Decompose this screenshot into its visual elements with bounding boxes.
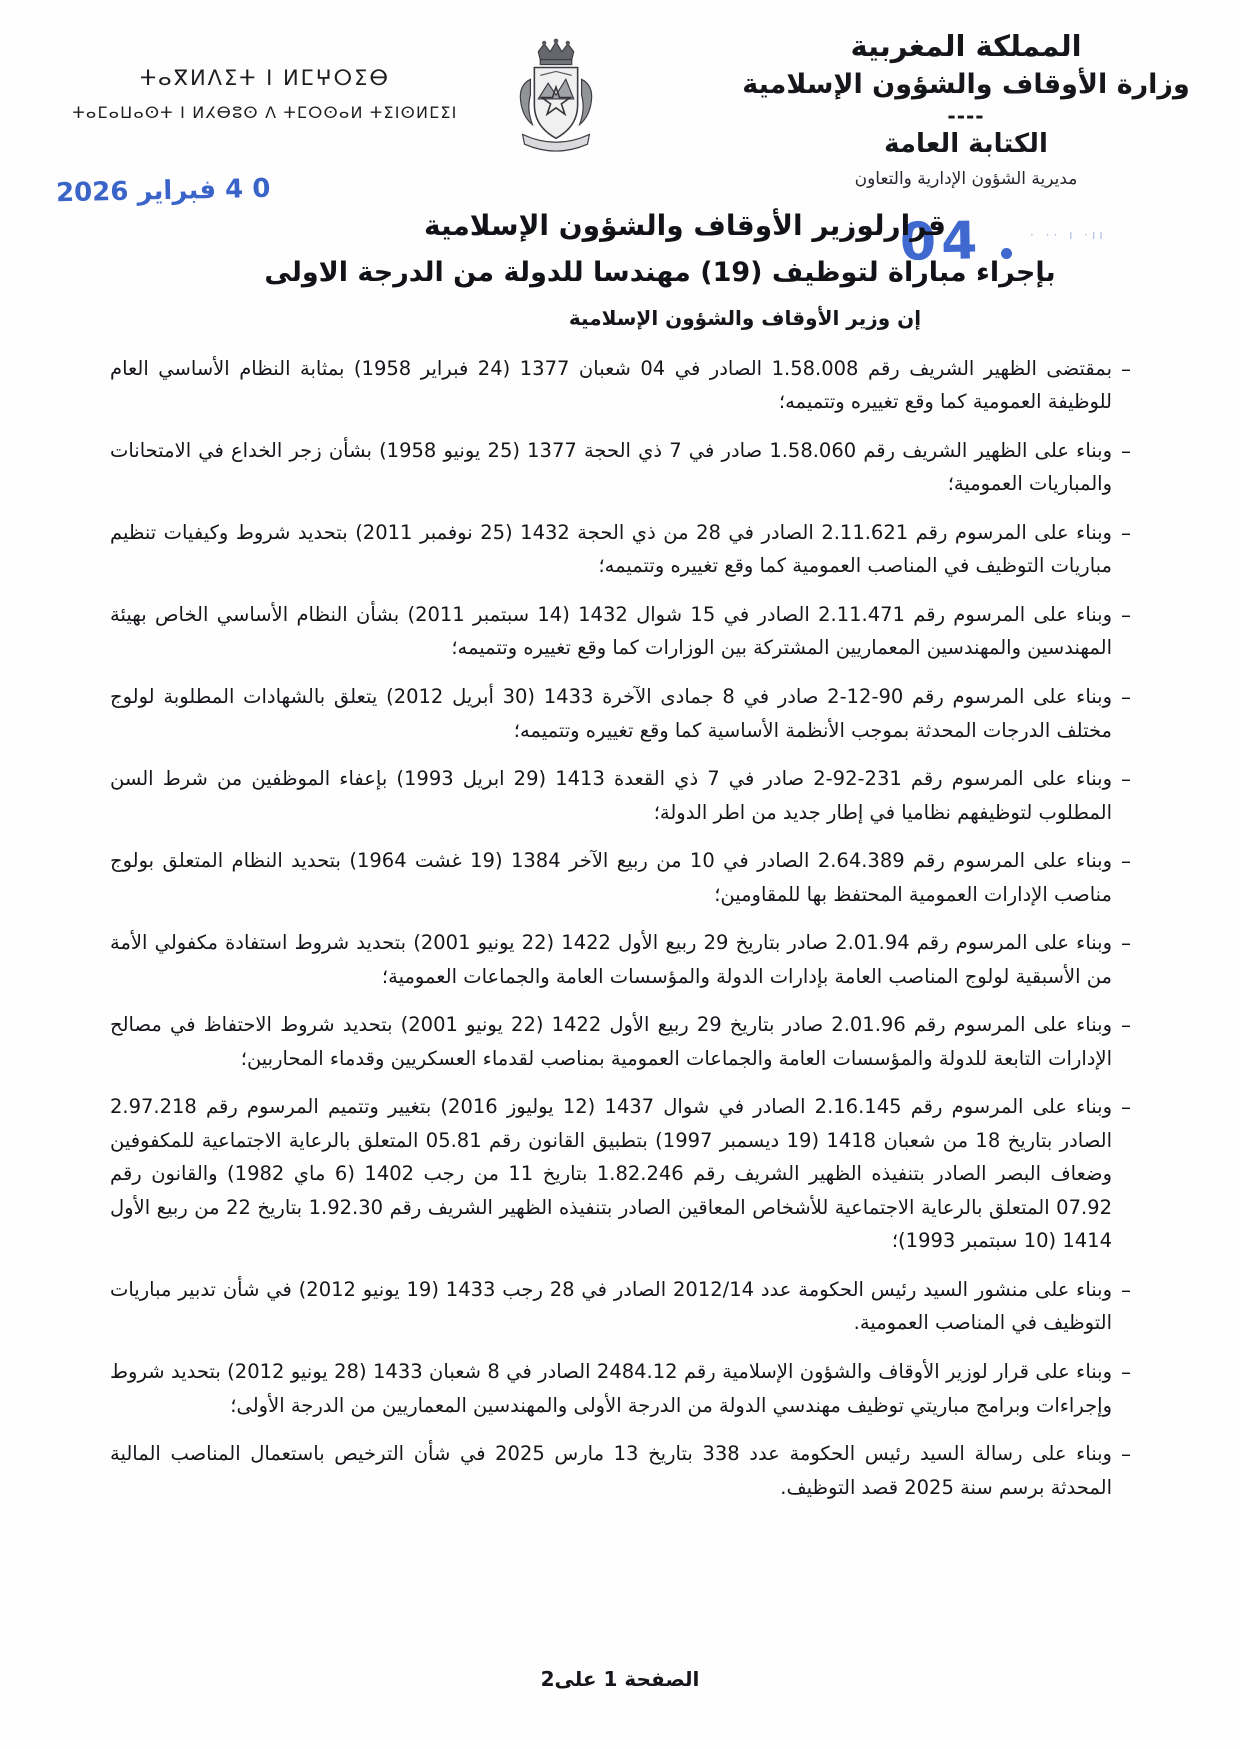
clause-text: وبناء على قرار لوزير الأوقاف والشؤون الإسلامية رقم 2484.12 الصادر في 8 شعبان 1433 (28 يونيو 2012) بتحديد شروط وإجراءات وبرامج مباريتي توظيف مهندسي الدولة من الدرجة الأولى والمهندسين المعماريين من الدرجة الأولى؛ (110, 1360, 1112, 1417)
clause-text: وبناء على المرسوم رقم 2.16.145 الصادر في شوال 1437 (12 يوليوز 2016) بتغيير وتتميم المرسوم رقم 2.97.218 الصادر بتاريخ 18 من شعبان 1418 (19 ديسمبر 1997) بتطبيق القانون رقم 05.81 المتعلق بالرعاية الاجتماعية للمكفوفين وضعاف البصر الصادر بتنفيذه الظهير الشريف رقم 1.82.246 بتاريخ 11 من رجب 1402 (6 ماي 1982) والقانون رقم 07.92 المتعلق بالرعاية الاجتماعية للأشخاص المعاقين الصادر بتنفيذه الظهير الشريف رقم 1.92.30 بتاريخ 22 من ربيع الأول 1414 (10 سبتمبر 1993)؛ (110, 1095, 1112, 1253)
clause-bullet: – (1121, 1442, 1131, 1467)
ministry-title: وزارة الأوقاف والشؤون الإسلامية (742, 69, 1190, 101)
clause-bullet: – (1121, 1277, 1131, 1302)
clause-item (110, 1355, 1140, 1422)
clause-bullet: – (1121, 684, 1131, 709)
clause-text: وبناء على المرسوم رقم 2.64.389 الصادر في 10 من ربيع الآخر 1384 (19 غشت 1964) بتحديد النظام المتعلق بولوج مناصب الإدارات العمومية المحتفظ بها للمقاومين؛ (110, 849, 1112, 906)
clause-text: وبناء على المرسوم رقم 2.11.621 الصادر في 28 من ذي الحجة 1432 (25 نوفمبر 2011) بتحديد شروط وكيفيات تنظيم مباريات التوظيف في المناصب العمومية كما وقع تغييره وتتميمه؛ (110, 520, 1112, 578)
clause-item (110, 680, 1140, 747)
clause-list (110, 352, 1140, 1504)
clause-item (110, 352, 1140, 419)
arabic-header (716, 28, 1216, 190)
document-header (0, 0, 1240, 200)
clause-text: وبناء على منشور السيد رئيس الحكومة عدد 2012/14 الصادر في 28 رجب 1433 (19 يونيو 2012) في شأن تدبير مباريات التوظيف في المناصب العمومية. (110, 1277, 1113, 1335)
clause-bullet: – (1121, 438, 1131, 463)
clause-bullet: – (1121, 602, 1131, 627)
clause-bullet: – (1121, 1013, 1131, 1038)
clause-bullet: – (1121, 356, 1131, 381)
clause-item (110, 1437, 1140, 1504)
clause-item (110, 762, 1140, 829)
header-divider: ---- (947, 104, 985, 129)
amazigh-kingdom-line: ⵜⴰⴳⵍⴷⵉⵜ ⵏ ⵍⵎⵖⵔⵉⴱ (139, 66, 391, 90)
clause-item (110, 434, 1140, 501)
directorate-title: مديرية الشؤون الإدارية والتعاون (854, 169, 1078, 189)
page-footer (0, 1667, 1240, 1691)
clause-bullet: – (1121, 520, 1131, 545)
clause-item (110, 1090, 1140, 1258)
clause-bullet: – (1121, 767, 1131, 792)
clause-item (110, 1273, 1140, 1340)
preamble-line: إن وزير الأوقاف والشؤون الإسلامية (568, 305, 922, 330)
handwritten-scribble: · ·· ı ·ıı (1030, 228, 1107, 242)
clause-text: وبناء على الظهير الشريف رقم 1.58.060 صادر في 7 ذي الحجة 1377 (25 يونيو 1958) بشأن زجر الخداع في الامتحانات والمباريات العمومية؛ (110, 438, 1112, 496)
clause-item (110, 516, 1140, 583)
clause-text: وبناء على المرسوم رقم 2.11.471 الصادر في 15 شوال 1432 (14 سبتمبر 2011) بشأن النظام الأساسي الخاص بهيئة المهندسين والمهندسين المعماريين المشتركة بين الوزارات كما وقع تغييره وتتميمه؛ (110, 602, 1113, 660)
reference-number-stamp: 04 (899, 211, 983, 273)
kingdom-title: المملكة المغربية (850, 29, 1082, 63)
page-title: قرارلوزير الأوقاف والشؤون الإسلامية (424, 209, 946, 242)
clause-bullet: – (1121, 1360, 1131, 1385)
clause-item (110, 598, 1140, 665)
amazigh-header (30, 62, 500, 125)
coat-of-arms-icon (497, 36, 615, 158)
clause-text: وبناء على المرسوم رقم 2.01.94 صادر بتاريخ 29 ربيع الأول 1422 (22 يونيو 2001) بتحديد شروط استفادة مكفولي الأمة من الأسبقية لولوج المناصب العامة بإدارات الدولة والمؤسسات العامة والجماعات العمومية؛ (110, 931, 1113, 988)
clause-item (110, 844, 1140, 911)
clause-text: بمقتضى الظهير الشريف رقم 1.58.008 الصادر في 04 شعبان 1377 (24 فبراير 1958) بمثابة النظام الأساسي العام للوظيفة العمومية كما وقع تغييره وتتميمه؛ (110, 356, 1112, 414)
page-subtitle: بإجراء مباراة لتوظيف (19) مهندسا للدولة من الدرجة الاولى (264, 256, 1056, 288)
document-title-block (0, 206, 1240, 292)
clause-text: وبناء على رسالة السيد رئيس الحكومة عدد 338 بتاريخ 13 مارس 2025 في شأن الترخيص باستعمال المناصب المالية المحدثة برسم سنة 2025 قصد التوظيف. (110, 1442, 1112, 1499)
clause-bullet: – (1121, 1095, 1131, 1120)
secretariat-title: الكتابة العامة (884, 129, 1048, 160)
clause-text: وبناء على المرسوم رقم 231-92-2 صادر في 7 ذي القعدة 1413 (29 ابريل 1993) بإعفاء الموظفين من شرط السن المطلوب لتوظيفهم نظاميا في إطار جديد من اطر الدولة؛ (110, 767, 1112, 824)
clause-text: وبناء على المرسوم رقم 90-12-2 صادر في 8 جمادى الآخرة 1433 (30 أبريل 2012) يتعلق بالشهادات المطلوبة لولوج مختلف الدرجات المحدثة بموجب الأنظمة الأساسية كما وقع تغييره وتتميمه؛ (110, 684, 1113, 742)
date-stamp: 0 4 فبراير 2026 (55, 173, 271, 209)
page-number-label: الصفحة 1 على2 (540, 1667, 700, 1691)
clause-item (110, 1008, 1140, 1075)
clause-item (110, 926, 1140, 993)
clause-bullet: – (1121, 931, 1131, 956)
clause-text: وبناء على المرسوم رقم 2.01.96 صادر بتاريخ 29 ربيع الأول 1422 (22 يونيو 2001) بتحديد شروط الاحتفاظ في مصالح الإدارات التابعة للدولة والمؤسسات العامة والجماعات العمومية بمناصب لقدماء العسكريين وقدماء المحاربين؛ (110, 1013, 1112, 1070)
amazigh-ministry-line: ⵜⴰⵎⴰⵡⴰⵙⵜ ⵏ ⵍⵃⴱⵓⵙ ⴷ ⵜⵎⵔⵙⴰⵍ ⵜⵉⵏⵙⵍⵎⵉⵏ (72, 102, 458, 122)
clause-bullet: – (1121, 849, 1131, 874)
